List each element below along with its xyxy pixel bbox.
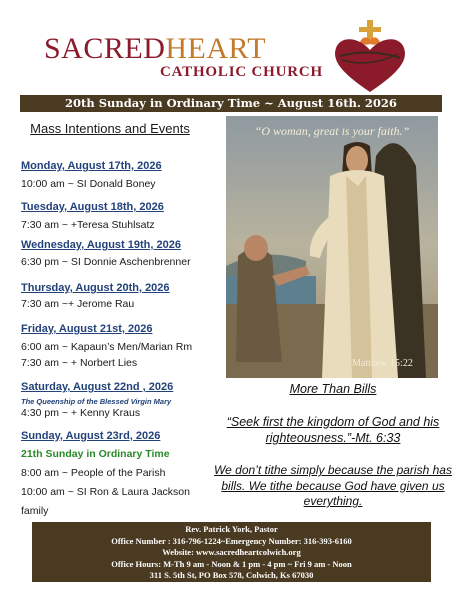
day-saturday: Saturday, August 22nd , 2026 — [21, 381, 174, 393]
mass-row: 7:30 am ~ + Norbert Lies — [21, 357, 138, 369]
day-sunday: Sunday, August 23rd, 2026 — [21, 430, 161, 442]
mass-row: 10:00 am ~ SI Donald Boney — [21, 178, 156, 190]
footer-hours: Office Hours: M-Th 9 am - Noon & 1 pm - 4 pm ~ Fri 9 am - Noon — [111, 558, 352, 569]
day-wednesday: Wednesday, August 19th, 2026 — [21, 239, 181, 251]
mass-row: 4:30 pm ~ + Kenny Kraus — [21, 407, 141, 419]
mass-row: 8:00 am ~ People of the Parish — [21, 467, 166, 479]
day-tuesday: Tuesday, August 18th, 2026 — [21, 201, 164, 213]
feast-note: The Queenship of the Blessed Virgin Mary — [21, 397, 172, 406]
footer-address: 311 S. 5th St, PO Box 578, Colwich, Ks 67030 — [149, 570, 314, 580]
painting-image — [226, 116, 438, 378]
mass-row: 6:00 am ~ Kapaun’s Men/Marian Rm — [21, 341, 193, 353]
mass-row: 6:30 pm ~ SI Donnie Aschenbrenner — [21, 256, 191, 268]
painting-quote: “O woman, great is your faith.” — [254, 124, 410, 138]
painting-verse: Matthew 15:22 — [352, 358, 413, 369]
mass-row: family — [21, 505, 49, 517]
right-heading: More Than Bills — [289, 382, 377, 396]
mass-row: 7:30 am ~ +Teresa Stuhlsatz — [21, 219, 155, 231]
day-friday: Friday, August 21st, 2026 — [21, 323, 153, 335]
footer-phones: Office Number : 316-796-1224~Emergency Number: 316-393-6160 — [111, 535, 352, 546]
sacred-heart-icon — [330, 20, 410, 94]
scripture-quote: “Seek first the kingdom of God and his righteousness.”-Mt. 6:33 — [226, 415, 440, 445]
logo-text: SACREDHEART — [44, 32, 267, 65]
title-bar: 20th Sunday in Ordinary Time ~ August 16th. 2026 — [20, 95, 442, 112]
day-thursday: Thursday, August 20th, 2026 — [21, 282, 170, 294]
logo-subtitle: CATHOLIC CHURCH — [160, 64, 323, 80]
footer-contact — [32, 522, 431, 582]
day-monday: Monday, August 17th, 2026 — [21, 160, 162, 172]
tithe-message: We don’t tithe simply because the parish has bills. We tithe because God have given us everything. — [214, 463, 452, 508]
footer-website: Website: www.sacredheartcolwich.org — [162, 547, 301, 557]
events-heading: Mass Intentions and Events — [30, 121, 190, 136]
sunday-title: 21th Sunday in Ordinary Time — [21, 448, 170, 460]
mass-row: 7:30 am ~+ Jerome Rau — [21, 298, 135, 310]
footer-pastor: Rev. Patrick York, Pastor — [185, 524, 278, 534]
mass-row: 10:00 am ~ SI Ron & Laura Jackson — [21, 486, 190, 498]
